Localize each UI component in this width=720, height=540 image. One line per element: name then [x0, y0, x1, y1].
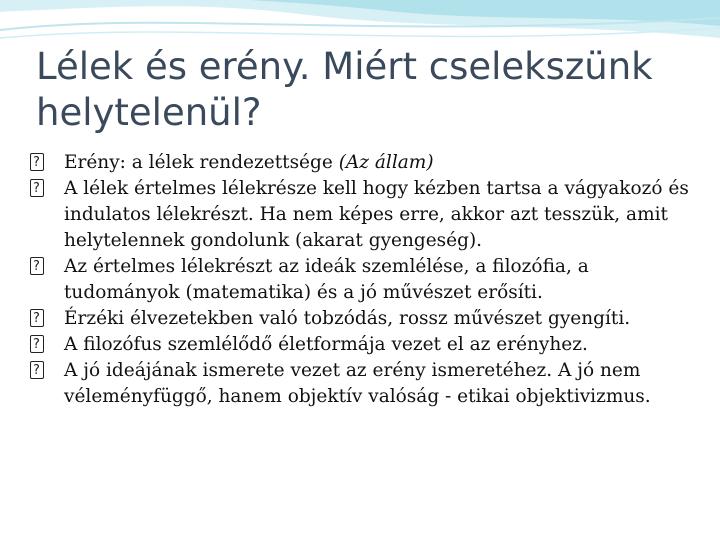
bullet-marker-icon [30, 361, 44, 379]
bullet-item [30, 254, 690, 306]
bullet-note: (Az állam) [338, 152, 434, 173]
bullet-text: A lélek értelmes lélekrésze kell hogy kézben tartsa a vágyakozó és indulatos lélekrészt. Ha nem képes erre, akkor azt tesszük, amit helytelennek gondolunk (akarat gyengeség). [64, 178, 689, 251]
bullet-item [30, 176, 690, 254]
bullet-text: A filozófus szemlélődő életformája vezet el az erényhez. [64, 334, 588, 355]
bullet-text: Erény: a lélek rendezettsége [64, 152, 339, 173]
bullet-list [30, 150, 690, 410]
bullet-marker-icon [30, 179, 44, 197]
bullet-item [30, 150, 690, 176]
bullet-marker-icon [30, 153, 44, 171]
bullet-text: Az értelmes lélekrészt az ideák szemlélése, a filozófia, a tudományok (matematika) és a jó művészet erősíti. [64, 256, 589, 303]
bullet-item [30, 332, 690, 358]
bullet-item [30, 306, 690, 332]
bullet-item [30, 358, 690, 410]
bullet-marker-icon [30, 257, 44, 275]
slide-title: Lélek és erény. Miért cselekszünk helytelenül? [36, 45, 653, 134]
bullet-marker-icon [30, 309, 44, 327]
bullet-text: A jó ideájának ismerete vezet az erény ismeretéhez. A jó nem véleményfüggő, hanem objektív valóság - etikai objektivizmus. [64, 360, 651, 407]
bullet-marker-icon [30, 335, 44, 353]
bullet-text: Érzéki élvezetekben való tobzódás, rossz művészet gyengíti. [64, 308, 631, 329]
